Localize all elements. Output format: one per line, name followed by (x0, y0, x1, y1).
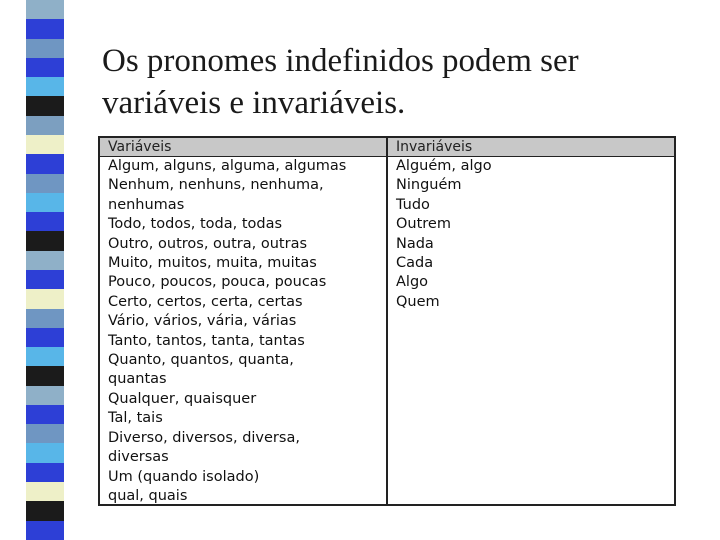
decorative-stripe-bar (26, 0, 64, 540)
stripe-segment (26, 0, 64, 19)
stripe-segment (26, 174, 64, 193)
stripe-segment (26, 424, 64, 443)
stripe-segment (26, 501, 64, 520)
variaveis-list-item: qual, quais (108, 487, 188, 504)
variaveis-list-item: Tanto, tantos, tanta, tantas (108, 332, 305, 349)
stripe-segment (26, 366, 64, 385)
invariaveis-list-item: Algo (396, 274, 429, 291)
variaveis-list-item: nenhumas (108, 196, 185, 213)
variaveis-list-item: Vário, vários, vária, várias (108, 313, 297, 330)
stripe-segment (26, 96, 64, 115)
invariaveis-list-item: Quem (396, 293, 440, 310)
invariaveis-list-item: Alguém, algo (396, 158, 492, 174)
variaveis-list-item: Algum, alguns, alguma, algumas (108, 158, 347, 174)
stripe-segment (26, 116, 64, 135)
stripe-segment (26, 289, 64, 308)
stripe-segment (26, 309, 64, 328)
variaveis-list-item: Quanto, quantos, quanta, (108, 352, 294, 369)
variaveis-list (100, 157, 386, 506)
invariaveis-list-item: Outrem (396, 216, 451, 233)
column-header-invariaveis: Invariáveis (388, 138, 674, 157)
stripe-segment (26, 328, 64, 347)
slide-title-line-2: variáveis e invariáveis. (102, 85, 406, 121)
invariaveis-list-item: Nada (396, 235, 434, 252)
stripe-segment (26, 347, 64, 366)
stripe-segment (26, 19, 64, 38)
variaveis-list-item: Qualquer, quaisquer (108, 390, 257, 407)
variaveis-list-item: Pouco, poucos, pouca, poucas (108, 274, 327, 291)
invariaveis-list (388, 157, 674, 312)
variaveis-list-item: quantas (108, 371, 167, 388)
variaveis-list-item: Diverso, diversos, diversa, (108, 429, 300, 446)
stripe-segment (26, 521, 64, 540)
variaveis-list-item: Nenhum, nenhuns, nenhuma, (108, 177, 324, 194)
stripe-segment (26, 270, 64, 289)
stripe-segment (26, 443, 64, 462)
variaveis-list-item: Certo, certos, certa, certas (108, 293, 303, 310)
stripe-segment (26, 386, 64, 405)
variaveis-list-item: diversas (108, 449, 169, 466)
variaveis-list-item: Todo, todos, toda, todas (108, 216, 283, 233)
stripe-segment (26, 231, 64, 250)
column-variaveis (100, 138, 388, 504)
stripe-segment (26, 77, 64, 96)
stripe-segment (26, 212, 64, 231)
stripe-segment (26, 463, 64, 482)
variaveis-list-item: Outro, outros, outra, outras (108, 235, 308, 252)
stripe-segment (26, 135, 64, 154)
slide-title-line-1: Os pronomes indefinidos podem ser (102, 43, 579, 79)
variaveis-list-item: Um (quando isolado) (108, 468, 260, 485)
slide-title (102, 40, 692, 124)
stripe-segment (26, 405, 64, 424)
column-invariaveis (388, 138, 674, 504)
pronoun-table (98, 136, 676, 506)
stripe-segment (26, 154, 64, 173)
invariaveis-list-item: Tudo (396, 196, 430, 213)
invariaveis-list-item: Cada (396, 255, 434, 272)
stripe-segment (26, 58, 64, 77)
stripe-segment (26, 251, 64, 270)
stripe-segment (26, 193, 64, 212)
column-header-variaveis: Variáveis (100, 138, 386, 157)
variaveis-list-item: Muito, muitos, muita, muitas (108, 255, 317, 272)
stripe-segment (26, 39, 64, 58)
stripe-segment (26, 482, 64, 501)
variaveis-list-item: Tal, tais (108, 410, 163, 427)
invariaveis-list-item: Ninguém (396, 177, 462, 194)
